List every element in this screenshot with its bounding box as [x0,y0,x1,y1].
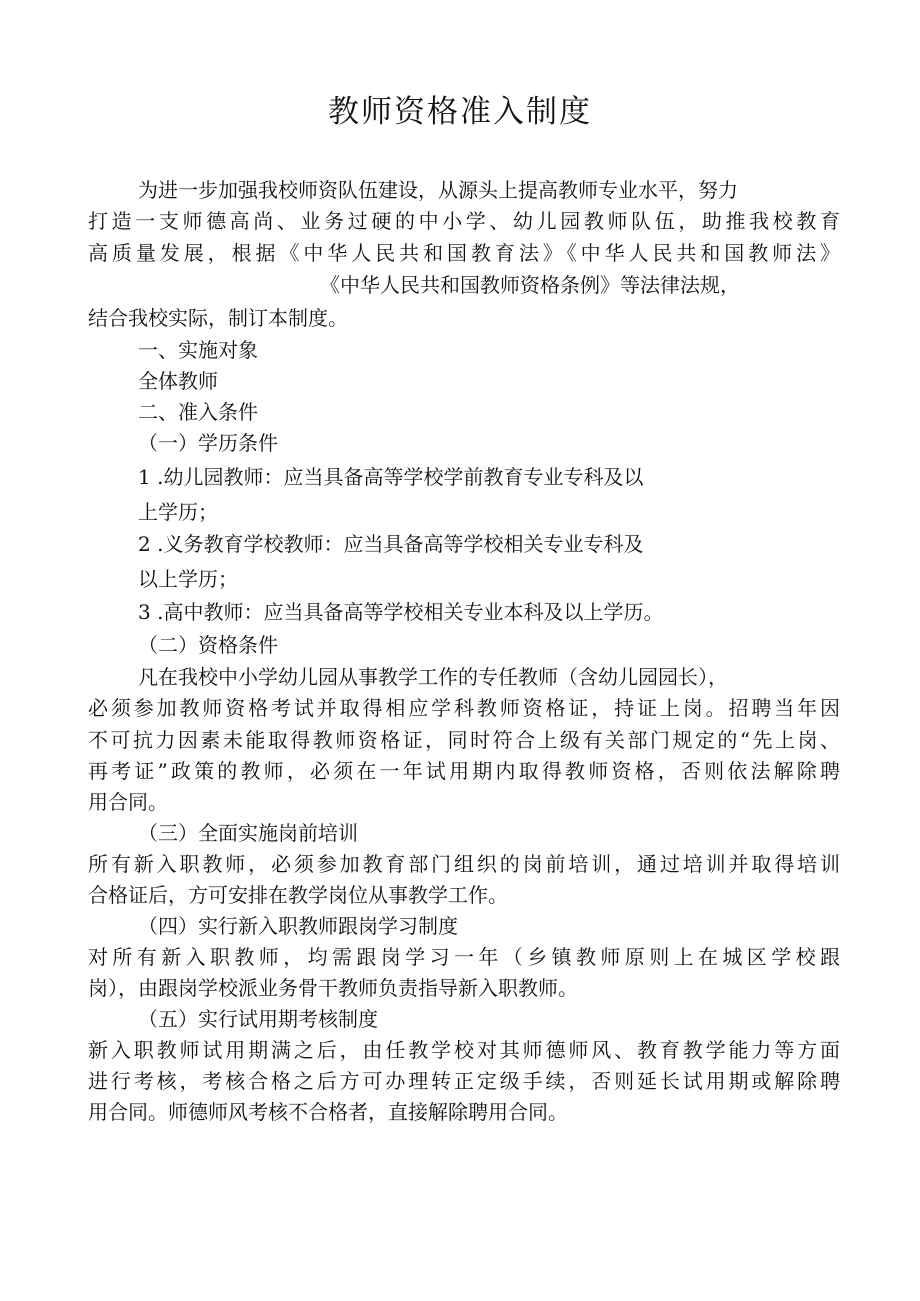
subsection-heading: （四）实行新入职教师跟岗学习制度 [138,914,458,938]
paragraph-line: 合格证后，方可安排在教学岗位从事教学工作。 [88,883,508,907]
paragraph-line: 用合同。师德师风考核不合格者，直接解除聘用合同。 [88,1100,568,1124]
paragraph-line: 必须参加教师资格考试并取得相应学科教师资格证，持证上岗。招聘当年因 [88,696,840,720]
document-title: 教师资格准入制度 [328,94,592,130]
subsection-heading: （二）资格条件 [138,633,278,657]
intro-line: 打造一支师德高尚、业务过硬的中小学、幼儿园教师队伍，助推我校教育 [88,209,840,233]
subsection-heading: （三）全面实施岗前培训 [138,821,358,845]
paragraph-line: 岗），由跟岗学校派业务骨干教师负责指导新入职教师。 [88,976,578,1000]
paragraph-line: 再考证”政策的教师，必须在一年试用期内取得教师资格，否则依法解除聘 [88,759,840,783]
list-item: 1 .幼儿园教师：应当具备高等学校学前教育专业专科及以 [138,465,644,489]
intro-line: 结合我校实际，制订本制度。 [88,306,348,330]
list-item: 2 .义务教育学校教师：应当具备高等学校相关专业专科及 [138,532,644,556]
paragraph-line: 对所有新入职教师，均需跟岗学习一年（乡镇教师原则上在城区学校跟 [88,945,840,969]
paragraph-line: 用合同。 [88,790,168,814]
subsection-heading: （一）学历条件 [138,431,278,455]
list-item: 3 .高中教师：应当具备高等学校相关专业本科及以上学历。 [138,600,664,624]
subsection-heading: （五）实行试用期考核制度 [138,1007,378,1031]
intro-line: 高质量发展，根据《中华人民共和国教育法》《中华人民共和国教师法》 [88,241,840,265]
intro-line: 《中华人民共和国教师资格条例》等法律法规， [320,273,740,297]
paragraph-line: 进行考核，考核合格之后方可办理转正定级手续，否则延长试用期或解除聘 [88,1069,840,1093]
list-item-continuation: 上学历； [138,500,218,524]
section-heading: 二、准入条件 [138,400,258,424]
paragraph-line: 凡在我校中小学幼儿园从事教学工作的专任教师（含幼儿园园长）， [138,665,728,689]
paragraph-line: 所有新入职教师，必须参加教育部门组织的岗前培训，通过培训并取得培训 [88,852,840,876]
list-item-continuation: 以上学历； [138,567,238,591]
paragraph-line: 新入职教师试用期满之后，由任教学校对其师德师风、教育教学能力等方面 [88,1038,840,1062]
section-heading: 一、实施对象 [138,338,258,362]
paragraph-line: 不可抗力因素未能取得教师资格证，同时符合上级有关部门规定的“先上岗、 [88,728,840,752]
section-content: 全体教师 [138,369,218,393]
intro-line: 为进一步加强我校师资队伍建设，从源头上提高教师专业水平，努力 [138,178,738,202]
